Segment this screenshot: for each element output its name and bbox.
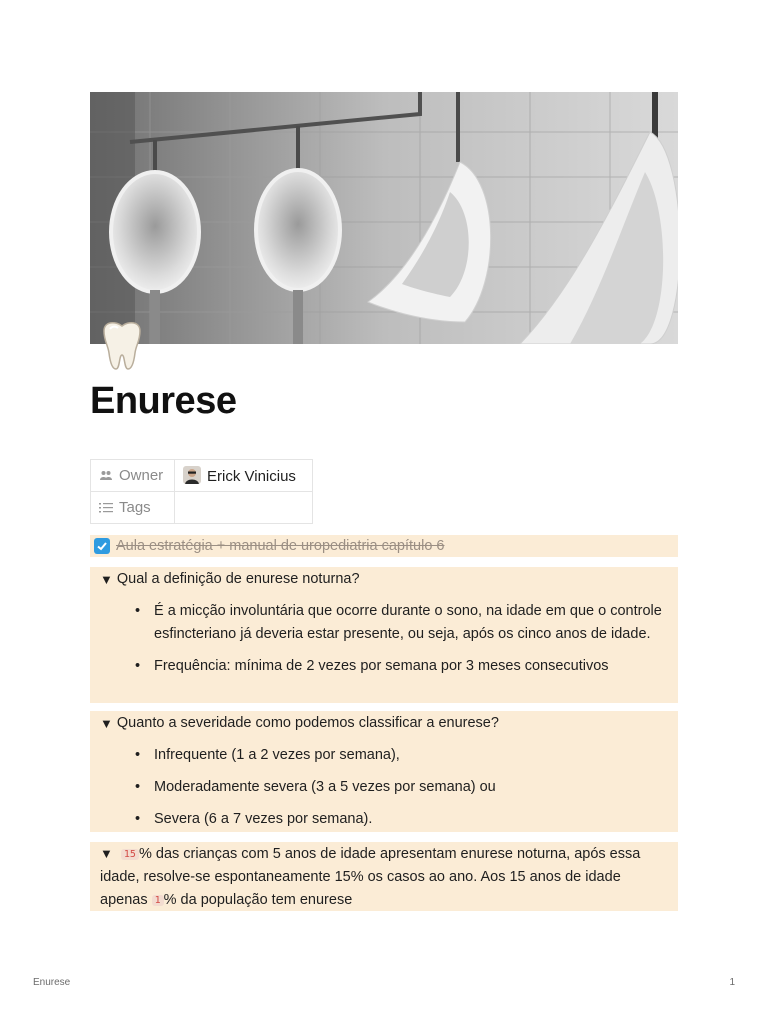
people-icon [99, 468, 113, 480]
toggle-header[interactable] [100, 568, 668, 591]
toggle-text: % das crianças com 5 anos de idade apresentam enurese noturna, após essa idade, resolve-se espontaneamente 15% os casos ao ano. Aos 15 anos de idade apenas [100, 846, 641, 908]
property-row-tags [91, 492, 313, 524]
toggle-block-definition [90, 567, 678, 703]
todo-item [90, 535, 678, 557]
toggle-heading: Qual a definição de enurese noturna? [116, 571, 360, 587]
list-item: • Frequência: mínima de 2 vezes por semana por 3 meses consecutivos [144, 655, 668, 678]
footer-title: Enurese [33, 977, 71, 988]
list-item: • É a micção involuntária que ocorre durante o sono, na idade em que o controle esfincteriano já deveria estar presente, ou seja, após os cinco anos de idade. [144, 600, 668, 646]
toggle-text: % da população tem enurese [163, 892, 353, 908]
toggle-arrow-icon[interactable]: ▼ [100, 572, 113, 587]
property-row-owner [91, 460, 313, 492]
page-number: 1 [729, 977, 735, 988]
list-item: • Infrequente (1 a 2 vezes por semana), [144, 744, 668, 767]
properties-table [90, 459, 313, 524]
toggle-arrow-icon[interactable]: ▼ [100, 846, 113, 861]
inline-code: 1 [152, 895, 164, 906]
property-key-tags [91, 492, 175, 524]
list-item: • Severa (6 a 7 vezes por semana). [144, 808, 668, 831]
page-title: Enurese [90, 380, 237, 422]
urinals-photo [90, 92, 678, 344]
property-value-owner[interactable] [175, 460, 313, 492]
avatar [183, 466, 201, 484]
bullet-list [100, 744, 668, 831]
property-label: Owner [119, 467, 164, 484]
cover-image[interactable] [90, 92, 678, 344]
toggle-header[interactable] [100, 712, 668, 735]
owner-name: Erick Vinicius [207, 468, 296, 485]
toggle-block-severity [90, 711, 678, 832]
list-item: • Moderadamente severa (3 a 5 vezes por semana) ou [144, 776, 668, 799]
todo-label: Aula estratégia + manual de uropediatria capítulo 6 [116, 538, 445, 554]
inline-code: 15 [121, 849, 139, 860]
property-label: Tags [119, 499, 151, 516]
tooth-icon[interactable] [94, 317, 150, 373]
bullet-list [100, 600, 668, 678]
toggle-arrow-icon[interactable]: ▼ [100, 716, 113, 731]
property-value-tags[interactable] [175, 492, 313, 524]
page [90, 92, 678, 908]
property-key-owner [91, 460, 175, 492]
list-icon [99, 500, 113, 512]
checkbox-checked-icon[interactable] [94, 538, 110, 554]
toggle-heading: Quanto a severidade como podemos classificar a enurese? [116, 715, 499, 731]
toggle-block-prevalence [90, 842, 678, 911]
